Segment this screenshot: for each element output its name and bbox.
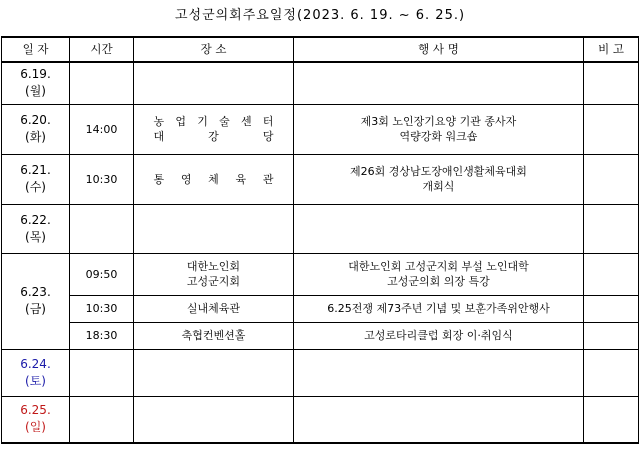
place-cell [134, 253, 294, 295]
time-cell: 10:30 [70, 154, 134, 204]
schedule-table [1, 36, 639, 444]
place-line-2 [154, 129, 274, 144]
remarks-cell [584, 104, 639, 154]
event-cell [294, 104, 584, 154]
header-date: 일 자 [2, 37, 70, 62]
event-cell [294, 204, 584, 253]
event-line-2: 고성군의회 의장 특강 [387, 275, 490, 288]
place-char: 업 [175, 115, 186, 128]
table-row [2, 104, 639, 154]
date-cell [2, 104, 70, 154]
place-char: 영 [180, 172, 192, 186]
date-cell [2, 253, 70, 349]
weekday-text: (토) [25, 373, 46, 388]
date-text: 6.21. [20, 163, 51, 177]
weekday-text: (월) [25, 84, 46, 99]
time-cell [70, 349, 134, 396]
event-line-2: 개회식 [422, 180, 455, 193]
date-text: 6.22. [20, 212, 51, 227]
remarks-cell [584, 204, 639, 253]
event-line-1: 제26회 경상남도장애인생활체육대회 [350, 165, 527, 178]
place-line-2: 고성군지회 [186, 275, 241, 288]
remarks-cell [584, 349, 639, 396]
header-place: 장 소 [134, 37, 294, 62]
date-text: 6.20. [20, 113, 51, 127]
table-row [2, 62, 639, 104]
remarks-cell [584, 295, 639, 322]
time-cell [70, 396, 134, 443]
time-cell [70, 204, 134, 253]
time-cell: 09:50 [70, 253, 134, 295]
place-cell [134, 204, 294, 253]
date-text: 6.23. [20, 285, 51, 299]
date-cell [2, 204, 70, 253]
weekday-text: (목) [25, 229, 46, 244]
event-cell [294, 253, 584, 295]
event-cell: 고성로타리클럽 회장 이·취임식 [294, 322, 584, 349]
table-row [2, 295, 639, 322]
place-cell: 축협컨벤션홀 [134, 322, 294, 349]
place-char: 센 [240, 115, 252, 128]
remarks-cell [584, 253, 639, 295]
time-cell: 10:30 [70, 295, 134, 322]
date-cell [2, 349, 70, 396]
place-cell: 실내체육관 [134, 295, 294, 322]
event-line-1: 제3회 노인장기요양 기관 종사자 [360, 115, 517, 128]
event-cell: 6.25전쟁 제73주년 기념 및 보훈가족위안행사 [294, 295, 584, 322]
event-cell [294, 154, 584, 204]
weekday-text: (화) [25, 130, 46, 144]
header-event: 행 사 명 [294, 37, 584, 62]
date-text: 6.24. [20, 356, 51, 371]
place-char: 터 [262, 115, 274, 128]
place-line-1: 대한노인회 [186, 260, 241, 273]
table-row [2, 154, 639, 204]
remarks-cell [584, 322, 639, 349]
event-line-1: 대한노인회 고성군지회 부설 노인대학 [348, 260, 529, 273]
weekday-text: (금) [25, 302, 46, 316]
place-cell [134, 62, 294, 104]
place-char: 강 [208, 130, 219, 143]
place-char: 대 [153, 130, 165, 143]
place-char: 관 [262, 172, 274, 186]
place-cell [134, 104, 294, 154]
remarks-cell [584, 396, 639, 443]
event-cell [294, 396, 584, 443]
remarks-cell [584, 154, 639, 204]
date-cell [2, 396, 70, 443]
table-row [2, 396, 639, 443]
header-row [2, 37, 639, 62]
place-cell [134, 349, 294, 396]
place-char: 기 [197, 115, 208, 128]
place-char: 통 [153, 172, 165, 186]
schedule-title: 고성군의회주요일정(2023. 6. 19. ~ 6. 25.) [174, 8, 466, 23]
header-remarks: 비 고 [584, 37, 639, 62]
place-cell [134, 154, 294, 204]
remarks-cell [584, 62, 639, 104]
event-cell [294, 62, 584, 104]
place-char: 당 [262, 130, 274, 143]
place-char: 농 [153, 115, 165, 128]
time-cell [70, 62, 134, 104]
date-cell [2, 62, 70, 104]
weekday-text: (일) [25, 420, 46, 435]
time-cell: 18:30 [70, 322, 134, 349]
place-char: 체 [208, 172, 219, 186]
header-time: 시간 [70, 37, 134, 62]
table-row [2, 349, 639, 396]
date-text: 6.19. [20, 67, 51, 82]
place-line-1 [154, 114, 274, 129]
date-text: 6.25. [20, 403, 51, 418]
date-cell [2, 154, 70, 204]
event-cell [294, 349, 584, 396]
table-row [2, 322, 639, 349]
place-char: 육 [235, 172, 247, 186]
table-row [2, 204, 639, 253]
place-cell [134, 396, 294, 443]
place-char: 술 [219, 115, 230, 128]
weekday-text: (수) [25, 180, 46, 194]
place-line-1 [154, 172, 274, 187]
time-cell: 14:00 [70, 104, 134, 154]
table-row [2, 253, 639, 295]
event-line-2: 역량강화 워크숍 [399, 130, 478, 143]
